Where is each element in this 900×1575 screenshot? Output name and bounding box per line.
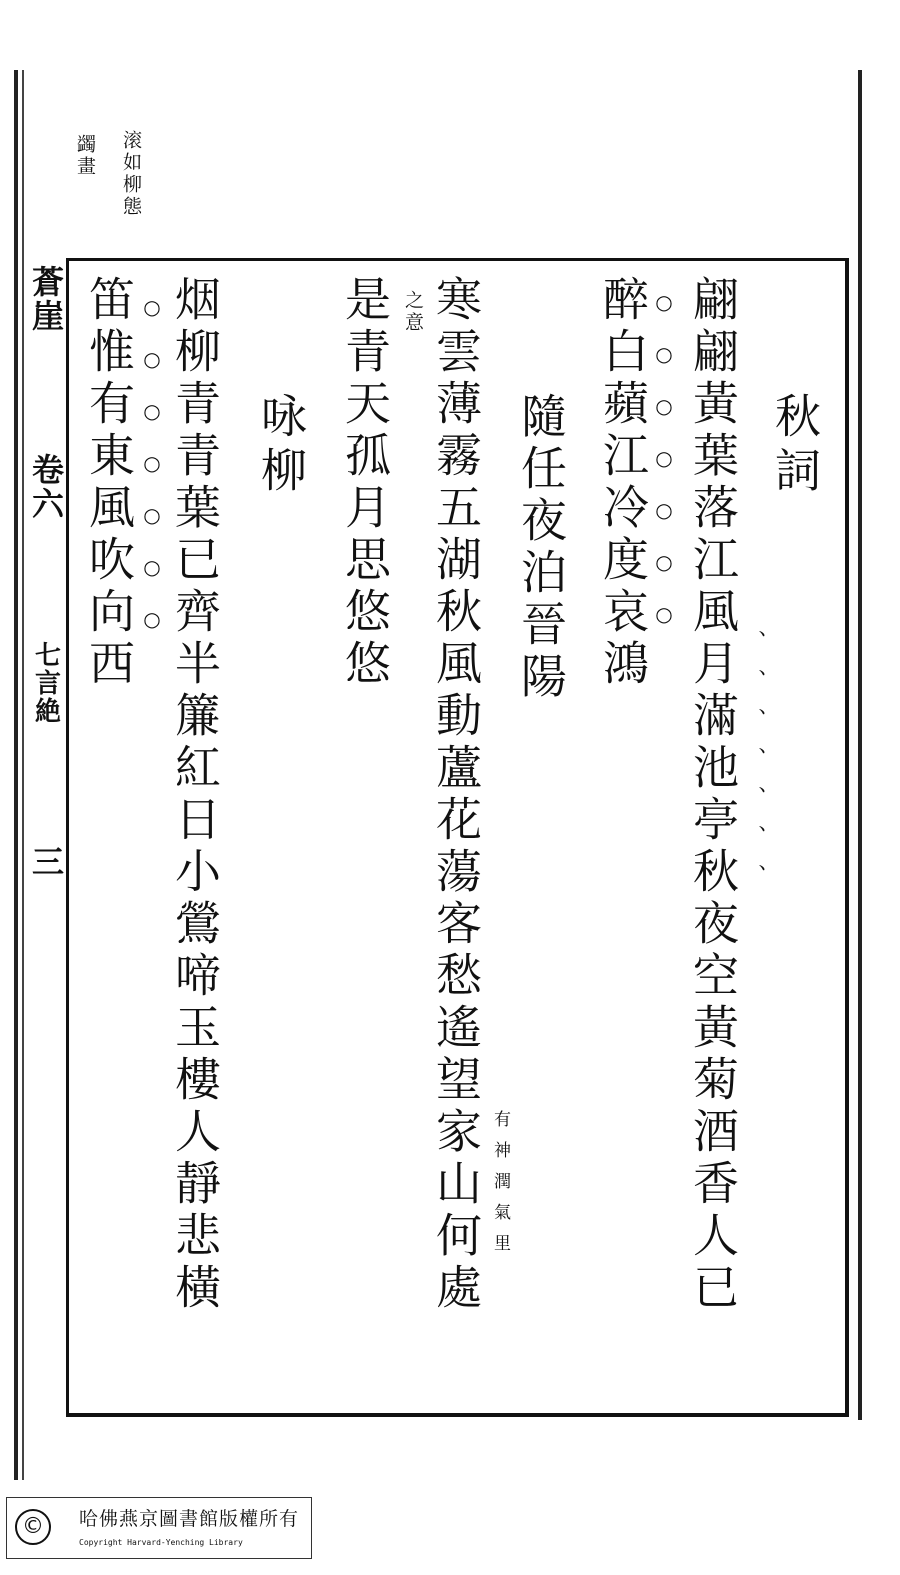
copyright-text-chinese: 哈佛燕京圖書館版權所有 [79,1508,300,1530]
poem-title-autumn: 秋詞 [768,392,822,500]
poem-line: 醉白蘋江冷度哀鴻 [596,275,650,691]
copyright-text-english: Copyright Harvard-Yenching Library [79,1538,243,1547]
poem-line: 烟柳青青葉已齊半簾紅日小鶯啼玉樓人靜悲橫 [168,275,222,1315]
comma-marks: 、、、、、、、 [741,630,766,914]
poem-title-jinyang: 隨任夜泊晉陽 [514,392,568,704]
copyright-stamp [6,1497,312,1559]
page-spine-line [14,70,18,1480]
poem-title-willow: 咏柳 [254,392,308,500]
poem-line: 寒雲薄霧五湖秋風動蘆花蕩客愁遙望家山何處 [429,275,483,1315]
circle-marks: ○○○○○○○ [652,290,676,654]
circle-marks: ○○○○○○○ [140,295,164,659]
poem-line: 是青天孤月思悠悠 [338,275,392,691]
annotation: 有神潤氣里 [490,1110,510,1265]
copyright-icon: © [15,1509,51,1545]
gutter-column [24,265,68,1405]
page-edge-line [858,70,862,1420]
header-note-2: 蠲畫 [74,134,96,178]
gutter-page-number: 三 [27,845,65,879]
poem-line: 笛惟有東風吹向西 [82,275,136,691]
gutter-section: 七言絶 [30,641,61,725]
gutter-title: 蒼崖 [27,265,65,333]
poem-line: 翩翩黃葉落江風月滿池亭秋夜空黃菊酒香人已 [686,275,740,1315]
annotation: 之意 [402,290,424,334]
header-note-1: 滚如柳態 [120,130,142,218]
gutter-chapter: 卷六 [27,453,65,521]
